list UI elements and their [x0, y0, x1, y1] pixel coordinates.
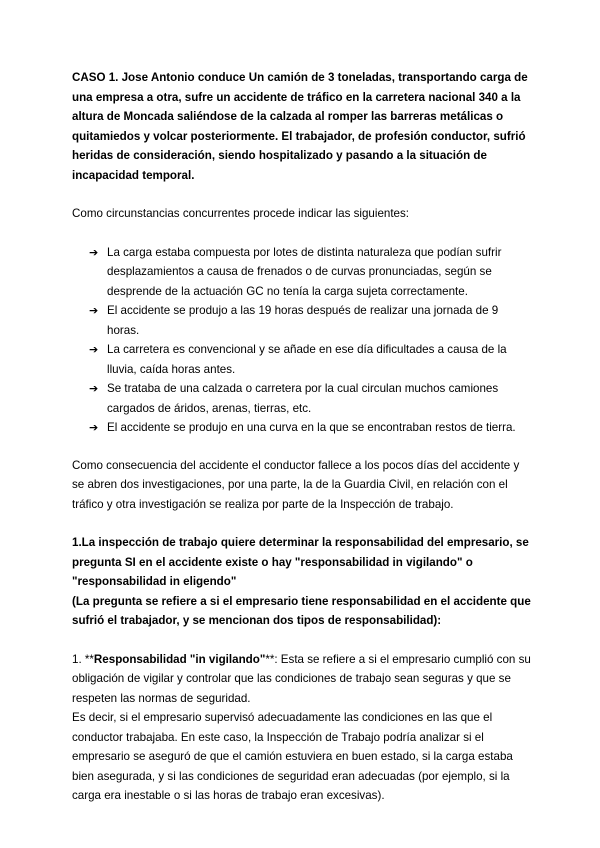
answer-block	[72, 650, 532, 806]
list-item	[72, 379, 532, 418]
list-item-text: La carretera es convencional y se añade en ese día dificultades a causa de la lluvia, caída horas antes.	[107, 343, 507, 376]
list-item	[72, 301, 532, 340]
arrow-bullet-icon: ➔	[89, 343, 99, 356]
list-item	[72, 243, 532, 302]
list-item	[72, 340, 532, 379]
answer-text: Esta se refiere a si el empresario cumplió con su obligación de vigilar y controlar que las condiciones de trabajo sean seguras y que se respeten las normas de seguridad.	[72, 652, 531, 705]
question-note: (La pregunta se refiere a si el empresario tiene responsabilidad en el accidente que sufrió el trabajador, y se mencionan dos tipos de responsabilidad):	[72, 594, 531, 627]
list-item-text: Se trataba de una calzada o carretera por la cual circulan muchos camiones cargados de áridos, arenas, tierras, etc.	[107, 382, 499, 415]
answer-term: Responsabilidad "in vigilando"	[93, 652, 266, 666]
answer-detail: Es decir, si el empresario supervisó adecuadamente las condiciones en las que el conductor trabajaba. En este caso, la Inspección de Trabajo podría analizar si el empresario se aseguró de que el camión estuviera en buen estado, si la carga estaba bien asegurada, y si las condiciones de seguridad eran adecuadas (por ejemplo, si la carga era inestable o si las horas de trabajo eran excesivas).	[72, 711, 513, 802]
arrow-bullet-icon: ➔	[89, 245, 99, 259]
list-item	[72, 418, 532, 438]
answer-suffix: **:	[265, 652, 281, 666]
case-statement: CASO 1. Jose Antonio conduce Un camión de 3 toneladas, transportando carga de una empresa a otra, sufre un accidente de tráfico en la carretera nacional 340 a la altura de Moncada saliéndose de la calzada al romper las barreras metálicas o quitamiedos y volcar posteriormente. El trabajador, de profesión conductor, sufrió heridas de consideración, siendo hospitalizado y pasando a la situación de incapacidad temporal.	[72, 71, 528, 182]
answer-prefix: 1. **	[72, 652, 94, 666]
consequence-paragraph: Como consecuencia del accidente el conductor fallece a los pocos días del accidente y se abren dos investigaciones, por una parte, la de la Guardia Civil, en relación con el tráfico y otra investigación se realiza por parte de la Inspección de trabajo.	[72, 458, 520, 511]
circumstances-intro: Como circunstancias concurrentes procede indicar las siguientes:	[72, 207, 410, 220]
document-content	[72, 68, 532, 806]
arrow-bullet-icon: ➔	[89, 421, 99, 434]
list-item-text: El accidente se produjo en una curva en la que se encontraban restos de tierra.	[107, 421, 516, 434]
arrow-bullet-icon: ➔	[89, 382, 99, 395]
circumstances-list	[72, 243, 532, 438]
question-text: 1.La inspección de trabajo quiere determinar la responsabilidad del empresario, se pregunta SI en el accidente existe o hay "responsabilidad in vigilando" o "responsabilidad in eligendo"	[72, 536, 529, 588]
list-item-text: El accidente se produjo a las 19 horas después de realizar una jornada de 9 horas.	[107, 304, 499, 337]
answer-paragraph	[72, 650, 532, 709]
arrow-bullet-icon: ➔	[89, 304, 99, 317]
list-item-text: La carga estaba compuesta por lotes de distinta naturaleza que podían sufrir desplazamientos a causa de frenados o de curvas pronunciadas, según se desprende de la actuación GC no tenía la carga sujeta correctamente.	[107, 245, 502, 298]
question-block	[72, 533, 532, 631]
